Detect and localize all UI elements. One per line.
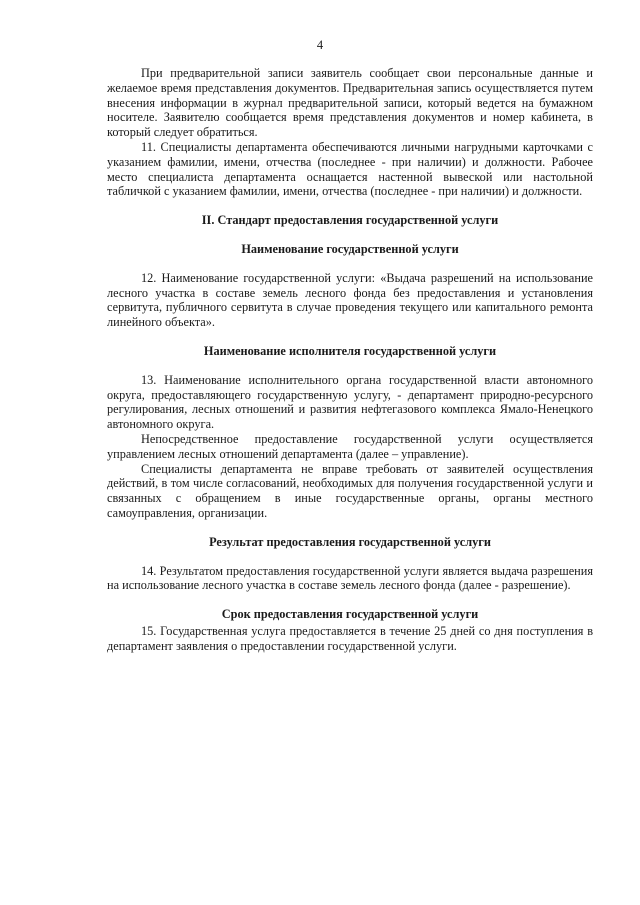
paragraph-11: 11. Специалисты департамента обеспечиваются личными нагрудными карточками с указанием фамилии, имени, отчества (последнее - при наличии) и должности. Рабочее место специалиста департамента оснащается настенной вывеской или настольной табличкой с указанием фамилии, имени, отчества (последнее - при наличии) и должности. [107,139,593,199]
paragraph-15: 15. Государственная услуга предоставляется в течение 25 дней со дня поступления в департамент заявления о предоставлении государственной услуги. [107,623,593,653]
heading-service-name: Наименование государственной услуги [241,241,459,256]
paragraph-direct-provision: Непосредственное предоставление государственной услуги осуществляется управлением лесных отношений департамента (далее – управление). [107,431,593,461]
paragraph-14: 14. Результатом предоставления государственной услуги является выдача разрешения на использование лесного участка в составе земель лесного фонда (далее - разрешение). [107,563,593,593]
paragraph-preliminary-registration: При предварительной записи заявитель сообщает свои персональные данные и желаемое время представления документов. Предварительная запись осуществляется путем внесения информации в журнал предварительной записи, который ведется на бумажном носителе. Заявителю сообщается время представления документов и номер кабинета, в который следует обратиться. [107,66,593,140]
heading-term: Срок предоставления государственной услуги [221,607,479,622]
paragraph-12: 12. Наименование государственной услуги: «Выдача разрешений на использование лесного участка в составе земель лесного фонда без предоставления и установления сервитута, публичного сервитута в случае проведения текущего или капитального ремонта линейного объекта». [107,270,593,330]
page-number: 4 [316,38,324,52]
heading-result: Результат предоставления государственной услуги [209,534,491,549]
document-body [107,66,593,654]
heading-executor-name: Наименование исполнителя государственной услуги [203,343,497,358]
paragraph-specialists-restriction: Специалисты департамента не вправе требовать от заявителей осуществления действий, в том числе согласований, необходимых для получения государственной услуги и связанных с обращением в иные государственные органы, органы местного самоуправления, организации. [107,461,593,520]
paragraph-13: 13. Наименование исполнительного органа государственной власти автономного округа, предоставляющего государственную услугу, - департамент природно-ресурсного регулирования, лесных отношений и развития нефтегазового комплекса Ямало-Ненецкого автономного округа. [107,372,593,432]
section-heading-standard: II. Стандарт предоставления государственной услуги [201,213,499,228]
